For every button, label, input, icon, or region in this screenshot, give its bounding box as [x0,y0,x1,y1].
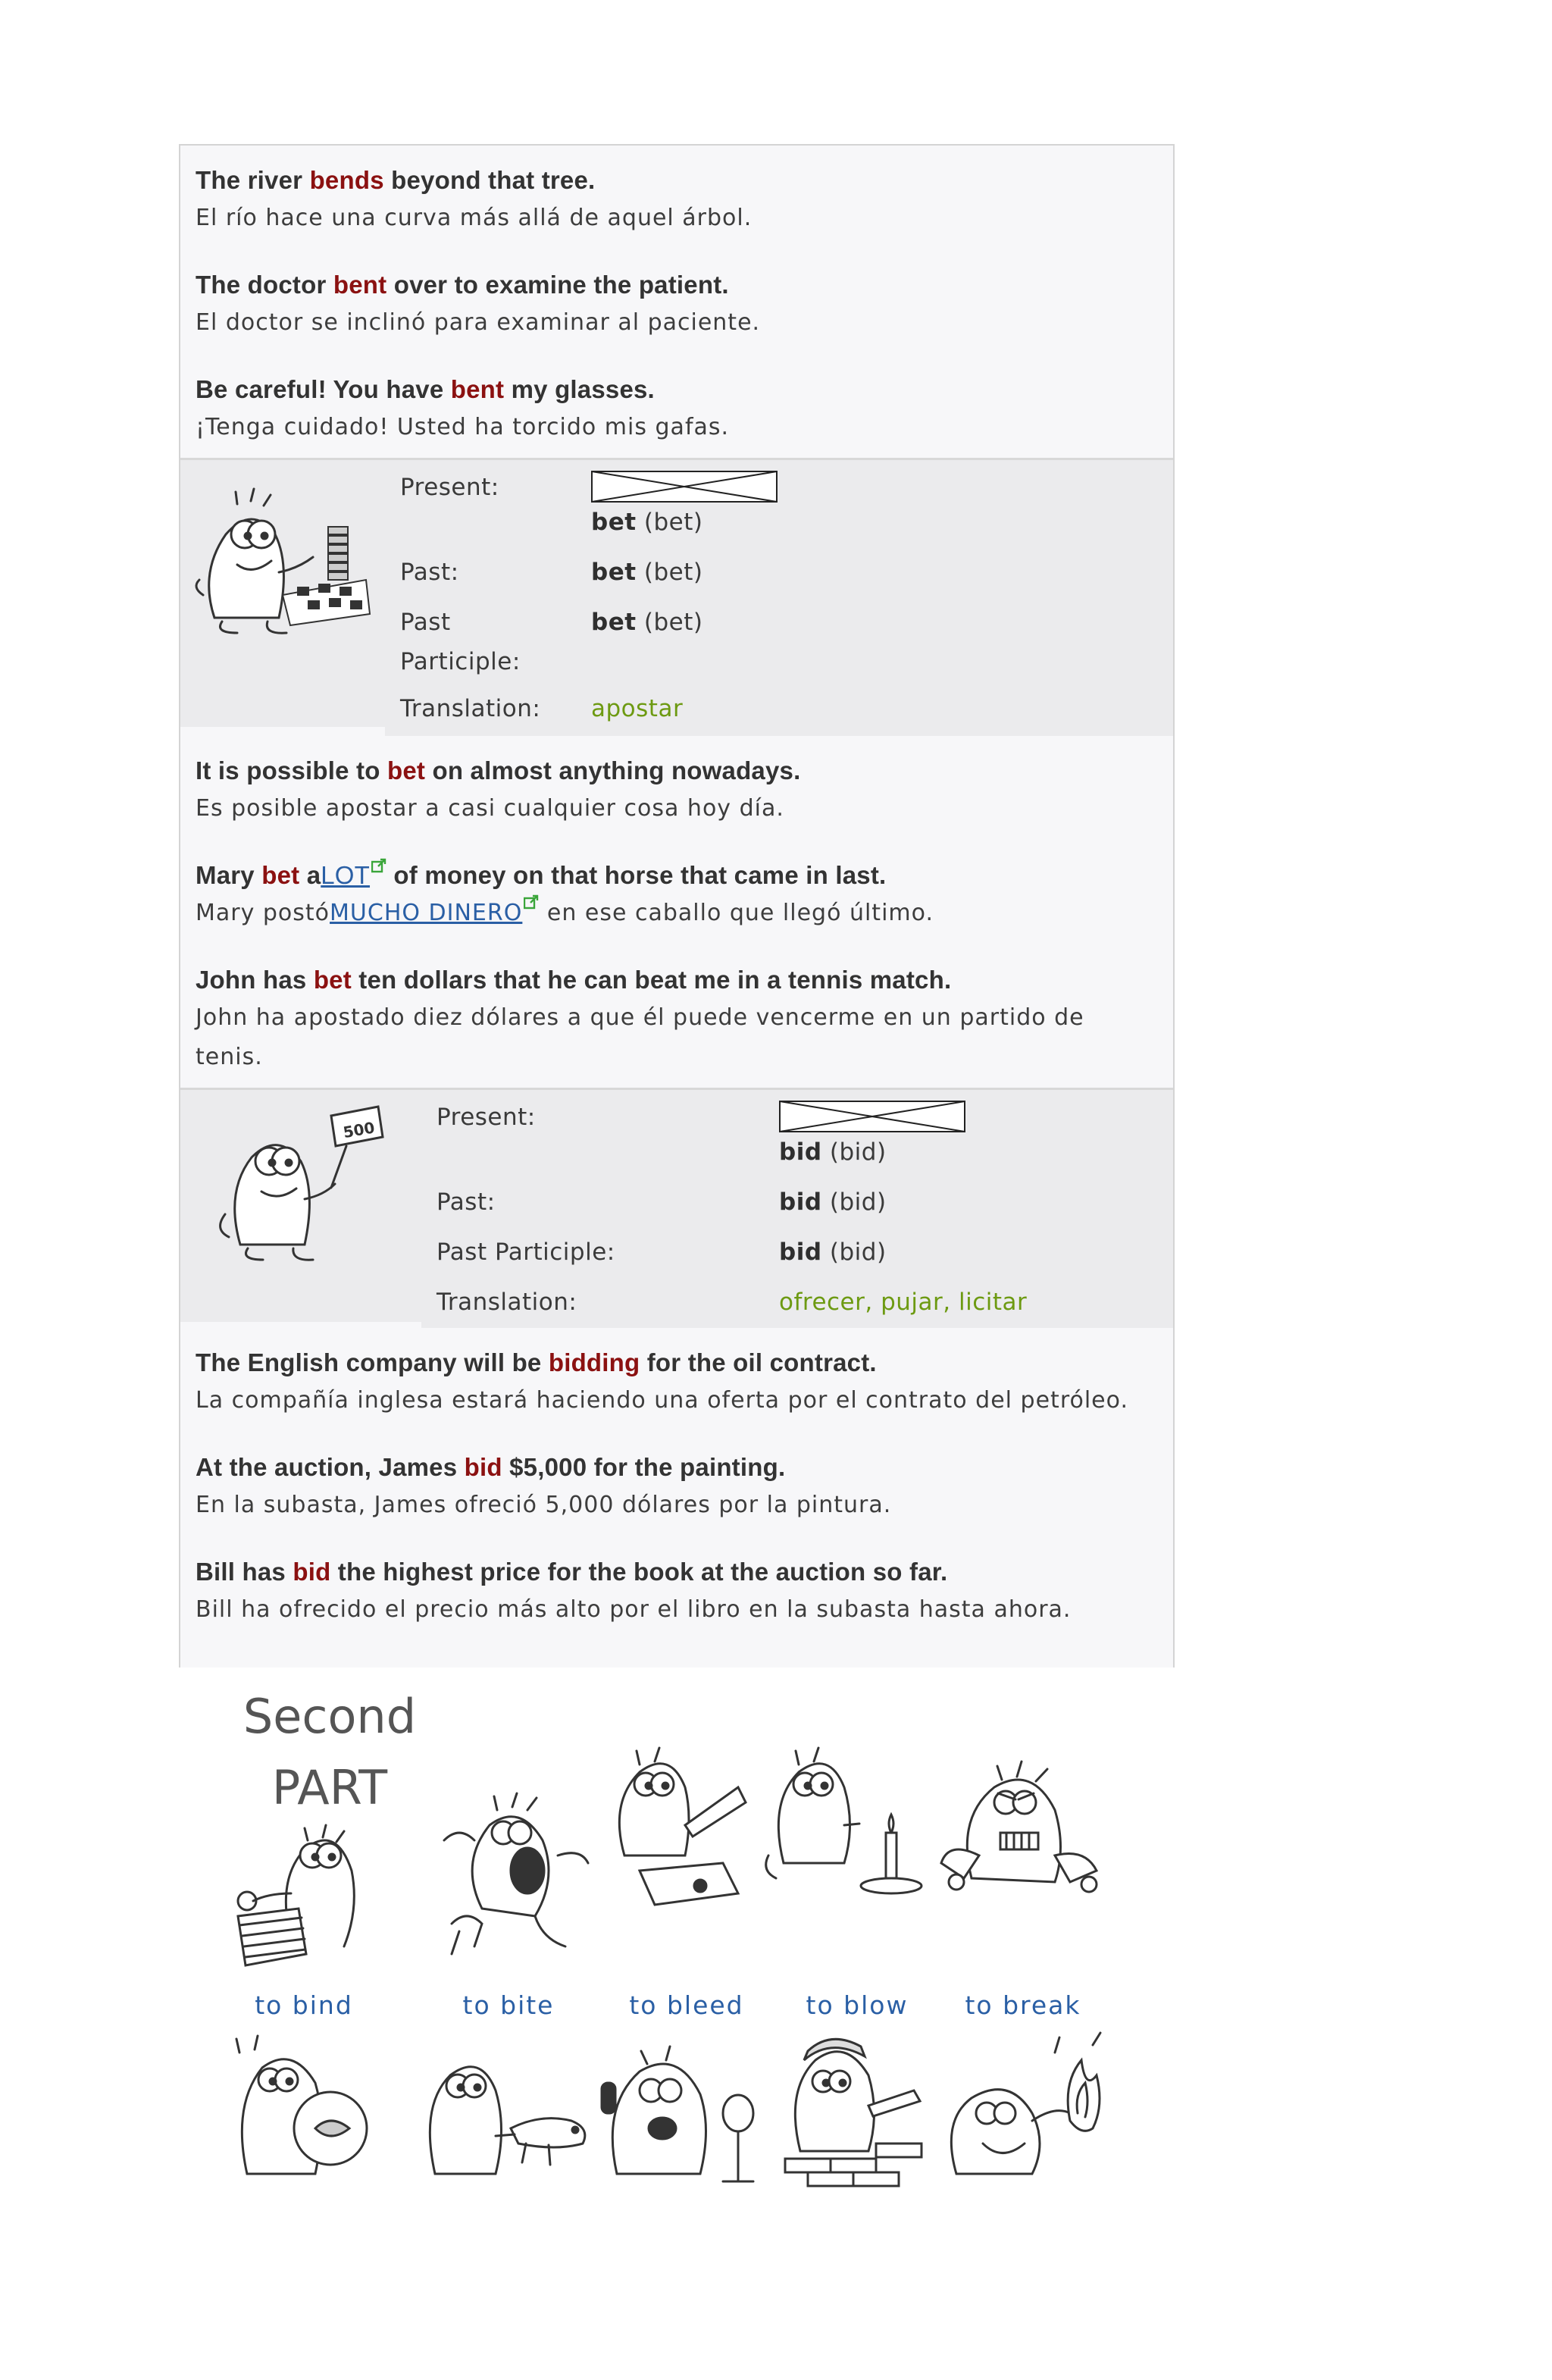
past-participle-row [400,603,1173,681]
translation-value: ofrecer, pujar, licitar [779,1289,1028,1316]
past-label: Past: [400,559,459,586]
spanish-sentence [196,894,1158,933]
present-label: Present: [400,474,499,501]
past-value [779,1182,1173,1222]
bid-sign-text: 500 [341,1118,377,1142]
past-form: bid [779,1188,822,1216]
past-pronunciation: (bid) [829,1188,887,1216]
second-part-section [179,1666,1172,2242]
english-sentence [196,1449,1158,1486]
verb-highlight: bidding [548,1348,640,1376]
past-row [436,1182,1173,1222]
spanish-sentence: En la subasta, James ofreció 5,000 dólares por la pintura. [196,1492,892,1518]
text: of money on that horse that came in last. [386,861,887,889]
past-participle-row [436,1232,1173,1272]
text: on almost anything nowadays. [425,756,801,784]
verb-content-frame [179,144,1175,1668]
verb-label-break[interactable]: to break [965,1990,1081,2020]
break-cartoon-icon [934,1749,1108,1909]
text: en ese caballo que llegó último. [539,900,934,926]
english-sentence [196,162,1158,199]
spanish-sentence: ¡Tenga cuidado! Usted ha torcido mis gafas. [196,414,730,440]
verb-highlight: bet [261,861,300,889]
text: my glasses. [504,375,655,403]
cartoon-betting-icon [192,481,374,648]
translation-value: apostar [591,695,684,722]
bid-illustration [180,1090,421,1322]
verb-label-blow[interactable]: to blow [806,1990,909,2020]
verb-label-bind[interactable]: to bind [255,1990,353,2020]
text: Past [400,609,451,636]
title-line: Second [242,1689,417,1744]
text: The doctor [196,271,333,299]
past-pronunciation: (bet) [643,559,703,586]
text: It is possible to [196,756,387,784]
present-row [436,1098,1173,1172]
spanish-sentence: El doctor se inclinó para examinar al paciente. [196,309,761,336]
text: Be careful! You have [196,375,451,403]
verb-card-bet [180,458,1173,736]
spanish-sentence: La compañía inglesa estará haciendo una oferta por el contrato del petróleo. [196,1387,1128,1414]
present-pronunciation: (bid) [829,1138,887,1166]
bet-examples [180,736,1173,1088]
cartoon-fire-icon [941,2030,1116,2197]
text: Bill has [196,1558,293,1586]
english-sentence [196,267,1158,303]
translation-label: Translation: [436,1289,577,1316]
title-line: PART [271,1760,388,1815]
present-value [779,1098,1173,1172]
text: Mary [196,861,262,889]
cartoon-dog-icon [420,2030,602,2197]
bid-conjugation-table [421,1090,1173,1328]
audio-placeholder-icon [779,1101,965,1132]
text: The river [196,166,310,194]
external-link-icon[interactable] [524,894,539,910]
text: ten dollars that he can beat me in a tennis match. [351,966,952,994]
spanish-sentence: Es posible apostar a casi cualquier cosa hoy día. [196,795,784,822]
text: Mary postó [196,900,330,926]
bite-cartoon-icon [429,1780,596,1962]
verb-highlight: bid [464,1453,502,1481]
section-title [220,1681,440,1824]
spanish-sentence: Bill ha ofrecido el precio más alto por el libro en la subasta hasta ahora. [196,1596,1072,1623]
present-form: bid [779,1138,822,1166]
text: for the oil contract. [640,1348,877,1376]
english-sentence [196,857,1158,894]
text: $5,000 for the painting. [502,1453,786,1481]
text: a [299,861,321,889]
bet-conjugation-table [385,460,1173,736]
past-participle-label [400,603,591,681]
text: At the auction, James [196,1453,465,1481]
example [196,1554,1158,1630]
translation-row [436,1282,1173,1322]
text: Participle: [400,648,521,675]
verb-card-bid [180,1088,1173,1328]
past-participle-value [591,603,1173,681]
verb-highlight: bends [309,166,384,194]
present-form: bet [591,509,637,536]
external-link-icon[interactable] [371,858,386,873]
audio-placeholder-icon [591,471,778,503]
present-label: Present: [436,1104,536,1131]
past-participle-form: bid [779,1239,822,1266]
example [196,371,1158,447]
verb-highlight: bent [333,271,387,299]
bet-illustration [180,460,385,727]
verb-highlight: bent [450,375,505,403]
cartoon-microphone-icon [594,2030,768,2197]
spanish-sentence: El río hace una curva más allá de aquel árbol. [196,205,753,231]
past-row [400,553,1173,592]
english-sentence [196,371,1158,408]
english-sentence [196,753,1158,789]
example [196,1449,1158,1525]
past-participle-value [779,1232,1173,1272]
cartoon-bricks-icon [770,2022,944,2197]
translation-label: Translation: [400,695,541,722]
translation-row [400,689,1173,728]
past-participle-pronunciation: (bid) [829,1239,887,1266]
past-form: bet [591,559,637,586]
lot-link[interactable]: LOT [321,861,371,889]
bid-examples [180,1328,1173,1640]
text: the highest price for the book at the auction so far. [330,1558,948,1586]
verb-highlight: bid [293,1558,331,1586]
example [196,162,1158,238]
bleed-cartoon-icon [594,1742,761,1916]
english-sentence [196,1554,1158,1590]
verb-highlight: bet [386,756,426,784]
past-participle-form: bet [591,609,637,636]
text: over to examine the patient. [386,271,729,299]
spanish-sentence: John ha apostado diez dólares a que él puede vencerme en un partido de tenis. [196,1004,1084,1070]
verb-highlight: bet [313,966,352,994]
past-value [591,553,1173,592]
text: John has [196,966,314,994]
example [196,753,1158,828]
past-label: Past: [436,1188,496,1216]
text: The English company will be [196,1348,549,1376]
cartoon-bidding-icon [210,1101,392,1267]
past-participle-label: Past Participle: [436,1239,615,1266]
verb-label-bite[interactable]: to bite [462,1990,555,2020]
verb-label-bleed[interactable]: to bleed [629,1990,744,2020]
present-row [400,468,1173,542]
english-sentence [196,962,1158,998]
present-value [591,468,1173,542]
example [196,1345,1158,1420]
example [196,267,1158,343]
cartoon-fishbowl-icon [217,2030,391,2197]
text: beyond that tree. [383,166,596,194]
blow-cartoon-icon [761,1742,935,1909]
bend-examples [180,146,1173,458]
bind-cartoon-icon [223,1810,367,1977]
english-sentence [196,1345,1158,1381]
mucho-dinero-link[interactable]: MUCHO DINERO [330,900,523,926]
example [196,857,1158,933]
example [196,962,1158,1077]
present-pronunciation: (bet) [643,509,703,536]
past-participle-pronunciation: (bet) [643,609,703,636]
